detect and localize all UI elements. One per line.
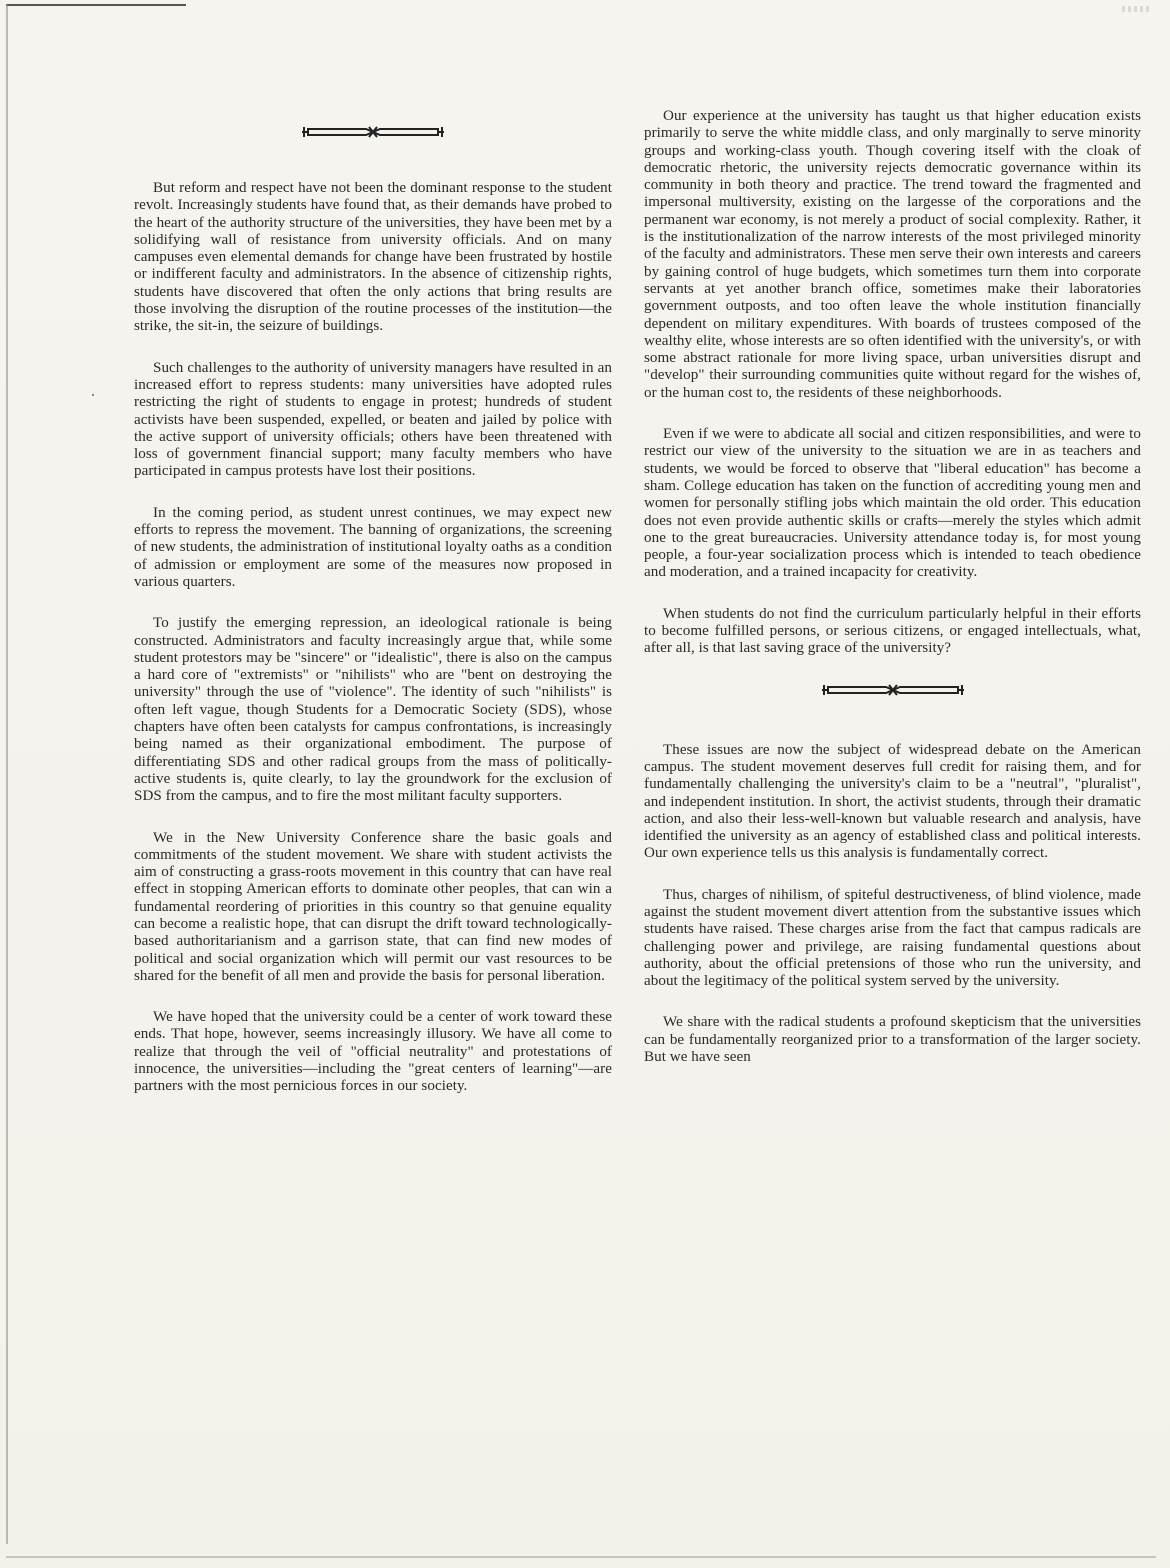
page-edge-top <box>6 4 186 6</box>
left-paragraph-4: To justify the emerging repression, an ideological rationale is being constructed. Administrators and faculty increasingly argue that, while some student protestors may be "sincere" or "idealistic", there is also on the campus a hard core of "extremists" or "nihilists" who are "bent on destroying the university" through the use of "violence". The identity of such "nihilists" is often left vague, though Students for a Democratic Society (SDS), whose chapters have often been catalysts for campus confrontations, is increasingly being named as their organizational embodiment. The purpose of differentiating SDS and other radical groups from the mass of politically-active students is, quite clearly, to lay the groundwork for the exclusion of SDS from the campus, and to fire the most militant faculty supporters. <box>134 615 612 805</box>
right-paragraph-6: We share with the radical students a profound skepticism that the universities can be fundamentally reorganized prior to a transformation of the larger society. But we have seen <box>644 1014 1141 1066</box>
left-column <box>134 104 612 1120</box>
left-paragraph-2: Such challenges to the authority of university managers have resulted in an increased effort to repress students: many universities have adopted rules restricting the right of students to engage in protest; hundreds of student activists have been suspended, expelled, or beaten and jailed by police with the active support of university officials; others have been threatened with loss of government financial support; many faculty members who have participated in campus protests have lost their positions. <box>134 359 612 480</box>
right-paragraph-2: Even if we were to abdicate all social and citizen responsibilities, and were to restrict our view of the university to the situation we are in as teachers and students, we would be forced to observe that "liberal education" has become a sham. College education has taken on the function of accrediting young men and women for personally stifling jobs which maintain the old order. This education does not even provide authentic skills or crafts—merely the styles which admit one to the great bureaucracies. University attendance today is, for most young people, a four-year socialization process which is intended to teach obedience and moderation, and a trained incapacity for creativity. <box>644 426 1141 581</box>
right-paragraph-4: These issues are now the subject of widespread debate on the American campus. The student movement deserves full credit for raising them, and for fundamentally challenging the university's claim to be a "neutral", "pluralist", and independent institution. In short, the activist students, through their dramatic action, and also their less-well-known but valuable research and analysis, have identified the university as an agency of established class and political interests. Our own experience tells us this analysis is fundamentally correct. <box>644 741 1141 862</box>
left-paragraph-1: But reform and respect have not been the dominant response to the student revolt. Increasingly students have found that, as their demands have probed to the heart of the authority structure of the universities, they have been met by a solidifying wall of resistance from university officials. And on many campuses even elemental demands for change have been frustrated by hostile or indifferent faculty and administrators. In the absence of citizenship rights, students have discovered that often the only actions that bring results are those involving the disruption of the routine processes of the institution—the strike, the sit-in, the seizure of buildings. <box>134 180 612 335</box>
right-paragraph-3: When students do not find the curriculum particularly helpful in their efforts to become fulfilled persons, or serious citizens, or engaged intellectuals, what, after all, is that last saving grace of the university? <box>644 605 1141 657</box>
double-arrow-divider-icon <box>298 124 448 140</box>
page-edge-bottom <box>6 1556 1156 1558</box>
right-column <box>644 108 1141 1090</box>
left-paragraph-6: We have hoped that the university could be a center of work toward these ends. That hope, however, seems increasingly illusory. We have all come to realize that through the veil of "official neutrality" and protestations of innocence, the universities—including the "great centers of learning"—are partners with the most pernicious forces in our society. <box>134 1009 612 1095</box>
right-paragraph-5: Thus, charges of nihilism, of spiteful destructiveness, of blind violence, made against the student movement divert attention from the substantive issues which students have raised. These charges arise from the fact that campus radicals are challenging power and privilege, are raising fundamental questions about authority, about the official pretensions of those who run the university, and about the legitimacy of the political system served by the university. <box>644 886 1141 990</box>
page-edge-left <box>6 4 8 1544</box>
right-paragraph-1: Our experience at the university has taught us that higher education exists primarily to serve the white middle class, and only marginally to serve minority groups and working-class youth. Though covering itself with the cloak of democratic rhetoric, the university rejects democratic governance within its community in both theory and practice. The trend toward the fragmented and impersonal multiversity, existing on the largesse of the corporations and the permanent war economy, is not merely a product of social complexity. Rather, it is the institutionalization of the narrow interests of the most privileged minority of the faculty and administrators. These men serve their own interests and careers by gaining control of huge budgets, which sometimes turn them into corporate servants at yet another branch office, sometimes make their laboratories government outposts, and too often leave the whole institution financially dependent on military expenditures. With boards of trustees composed of the wealthy elite, whose interests are so often identified with the university's, or with some abstract rationale for more living space, urban universities disrupt and "develop" their surrounding communities quite without regard for the wishes of, or the human cost to, the residents of these neighborhoods. <box>644 108 1141 401</box>
left-paragraph-5: We in the New University Conference share the basic goals and commitments of the student movement. We share with student activists the aim of constructing a grass-roots movement in this country that can have real effect in stopping American efforts to dominate other peoples, that can win a fundamental reordering of priorities in this country so that genuine equality can become a realistic hope, that can disrupt the drift toward technologically-based authoritarianism and a garrison state, that can find new modes of political and social organization which will permit our vast resources to be shared for the benefit of all men and provide the basis for personal liberation. <box>134 829 612 984</box>
double-arrow-divider-icon <box>818 682 968 698</box>
left-paragraph-3: In the coming period, as student unrest continues, we may expect new efforts to repress the movement. The banning of organizations, the screening of new students, the administration of institutional loyalty oaths as a condition of admission or employment are some of the measures now proposed in various quarters. <box>134 504 612 590</box>
stray-mark <box>92 394 94 396</box>
corner-mark <box>1122 6 1152 12</box>
